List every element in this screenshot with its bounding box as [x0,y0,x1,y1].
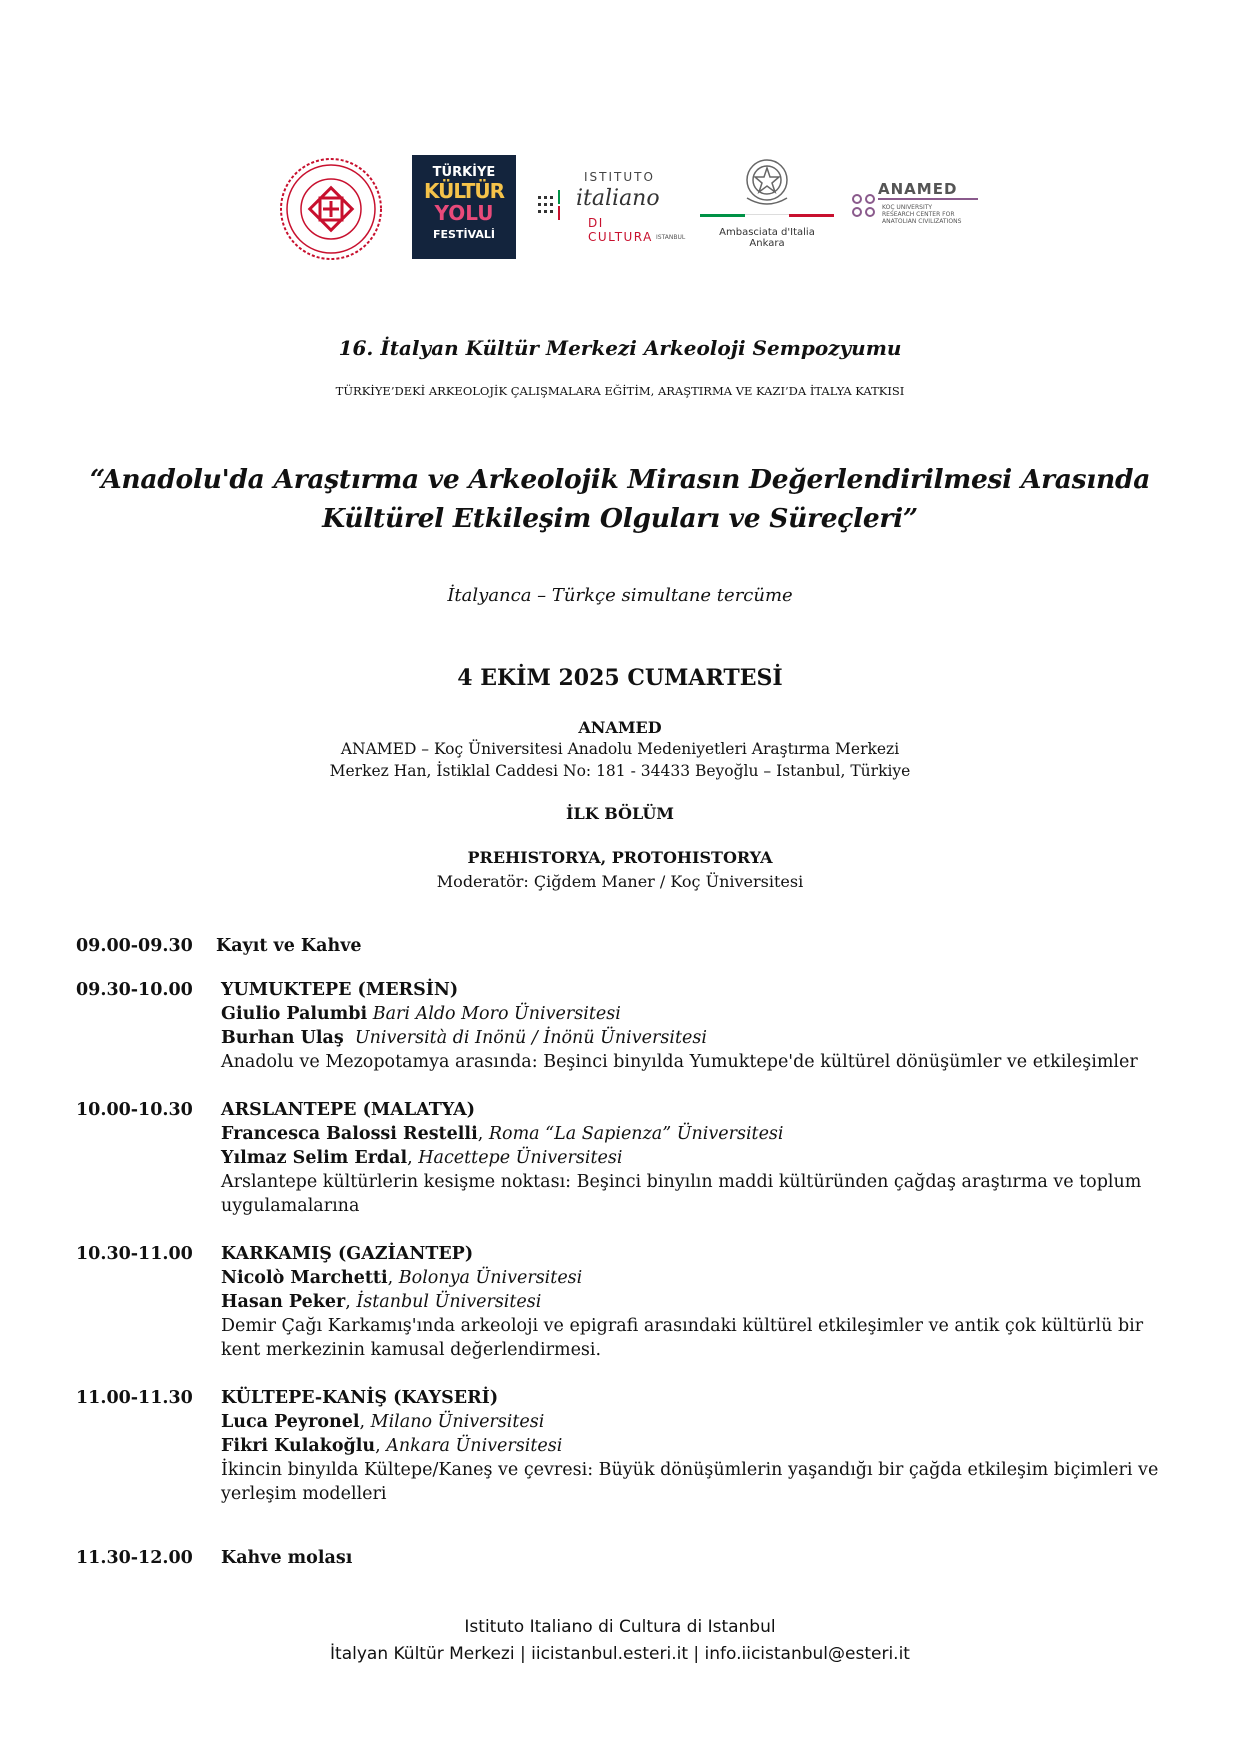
talk-title-line1: Demir Çağı Karkamış'ında arkeoloji ve epigrafi arasındaki kültürel etkileşimler ve antik çok kültürlü bir [221,1316,1144,1336]
speaker-name: Fikri Kulakoğlu [221,1436,376,1456]
footer-institute: Istituto Italiano di Cultura di Istanbul [464,1617,776,1637]
session-moderator: Moderatör: Çiğdem Maner / Koç Üniversitesi [436,872,804,891]
venue-name: ANAMED [578,718,662,737]
ambasciata-italia-logo: Ambasciata d'Italia Ankara [700,154,834,262]
slot-title: KÜLTEPE-KANİŞ (KAYSERİ) [221,1388,499,1408]
speaker-name: Luca Peyronel [221,1412,360,1432]
speaker-name: Hasan Peker [221,1292,346,1312]
slot-title: YUMUKTEPE (MERSİN) [221,980,459,1000]
main-title-line1: “Anadolu'da Araştırma ve Arkeolojik Mirasın Değerlendirilmesi Arasında [89,464,1151,495]
translation-note: İtalyanca – Türkçe simultane tercüme [447,585,793,606]
program-list [76,934,1166,1576]
logo-bar [0,150,1240,270]
venue-line1: ANAMED – Koç Üniversitesi Anadolu Medeniyetleri Araştırma Merkezi [340,740,900,758]
speaker-name: Yılmaz Selim Erdal [221,1148,408,1168]
speaker-affiliation: Hacettepe Üniversitesi [418,1148,623,1168]
event-date: 4 EKİM 2025 CUMARTESİ [457,665,783,691]
symposium-title: 16. İtalyan Kültür Merkezi Arkeoloji Sempozyumu [338,336,902,360]
slot-time: 11.30-12.00 [76,1548,193,1568]
speaker-name: Burhan Ulaş [221,1028,344,1048]
speaker-affiliation: Ankara Üniversitesi [386,1436,563,1456]
speaker-name: Giulio Palumbi [221,1004,368,1024]
slot-time: 11.00-11.30 [76,1388,193,1408]
speaker-affiliation: Bolonya Üniversitesi [398,1268,583,1288]
slot-time: 10.30-11.00 [76,1244,193,1264]
talk-title-line1: Arslantepe kültürlerin kesişme noktası: Beşinci binyılın maddi kültüründen çağdaş araştırma ve toplum [221,1172,1142,1192]
kultur-yolu-festival-logo: TÜRKİYE KÜLTÜR YOLU FESTİVALİ [412,155,516,259]
speaker-name: Francesca Balossi Restelli [221,1124,478,1144]
slot-time: 09.30-10.00 [76,980,193,1000]
speaker: Francesca Balossi Restelli, Roma “La Sapienza” Üniversitesi [221,1124,784,1144]
main-title-line2: Kültürel Etkileşim Olguları ve Süreçleri” [322,503,918,534]
ministry-seal-logo [278,156,384,262]
symposium-subtitle: TÜRKİYE’DEKİ ARKEOLOJİK ÇALIŞMALARA EĞİTİM, ARAŞTIRMA VE KAZI’DA İTALYA KATKISI [335,384,905,398]
speaker-affiliation: Roma “La Sapienza” Üniversitesi [488,1124,784,1144]
talk-title-line2: kent merkezinin kamusal değerlendirmesi. [221,1340,602,1360]
slot-title: KARKAMIŞ (GAZİANTEP) [221,1244,474,1264]
program-slot [76,1242,1166,1386]
speaker: Yılmaz Selim Erdal, Hacettepe Üniversitesi [221,1148,623,1168]
slot-title: Kayıt ve Kahve [216,936,362,956]
talk-title-line2: uygulamalarına [221,1196,360,1216]
speaker: Nicolò Marchetti, Bolonya Üniversitesi [221,1268,583,1288]
program-slot [76,1386,1166,1546]
speaker-affiliation: İstanbul Üniversitesi [356,1292,542,1312]
speaker-affiliation: Milano Üniversitesi [370,1412,545,1432]
slot-time: 10.00-10.30 [76,1100,193,1120]
speaker: Hasan Peker, İstanbul Üniversitesi [221,1292,542,1312]
speaker-affiliation: Università di Inönü / İnönü Üniversitesi [354,1028,707,1048]
talk-title: Anadolu ve Mezopotamya arasında: Beşinci binyılda Yumuktepe'de kültürel dönüşümler ve etkileşimler [221,1052,1138,1072]
anamed-logo: ANAMED KOÇ UNIVERSITY RESEARCH CENTER FOR ANATOLIAN CIVILIZATIONS [850,180,980,240]
footer-contacts: İtalyan Kültür Merkezi | iicistanbul.esteri.it | info.iicistanbul@esteri.it [330,1644,910,1664]
speaker: Fikri Kulakoğlu, Ankara Üniversitesi [221,1436,563,1456]
talk-title-line2: yerleşim modelleri [221,1484,387,1504]
speaker: Luca Peyronel, Milano Üniversitesi [221,1412,545,1432]
speaker [221,1002,1166,1026]
speaker [221,1026,1166,1050]
venue-line2: Merkez Han, İstiklal Caddesi No: 181 - 34433 Beyoğlu – Istanbul, Türkiye [329,762,911,780]
program-slot [76,978,1166,1098]
slot-title: Kahve molası [221,1548,353,1568]
session-title: PREHISTORYA, PROTOHISTORYA [467,848,773,867]
section-heading: İLK BÖLÜM [565,804,674,823]
istituto-italiano-logo: ISTITUTO italiano DI CULTURA ISTANBUL [536,168,672,252]
program-slot [76,934,1166,978]
slot-time: 09.00-09.30 [76,936,193,956]
slot-title: ARSLANTEPE (MALATYA) [221,1100,475,1120]
program-slot [76,1098,1166,1242]
speaker-affiliation: Bari Aldo Moro Üniversitesi [372,1004,621,1024]
program-slot [76,1546,1166,1576]
speaker-name: Nicolò Marchetti [221,1268,388,1288]
talk-title-line1: İkincin binyılda Kültepe/Kaneş ve çevresi: Büyük dönüşümlerin yaşandığı bir çağda etkileşim biçimleri ve [221,1460,1159,1480]
